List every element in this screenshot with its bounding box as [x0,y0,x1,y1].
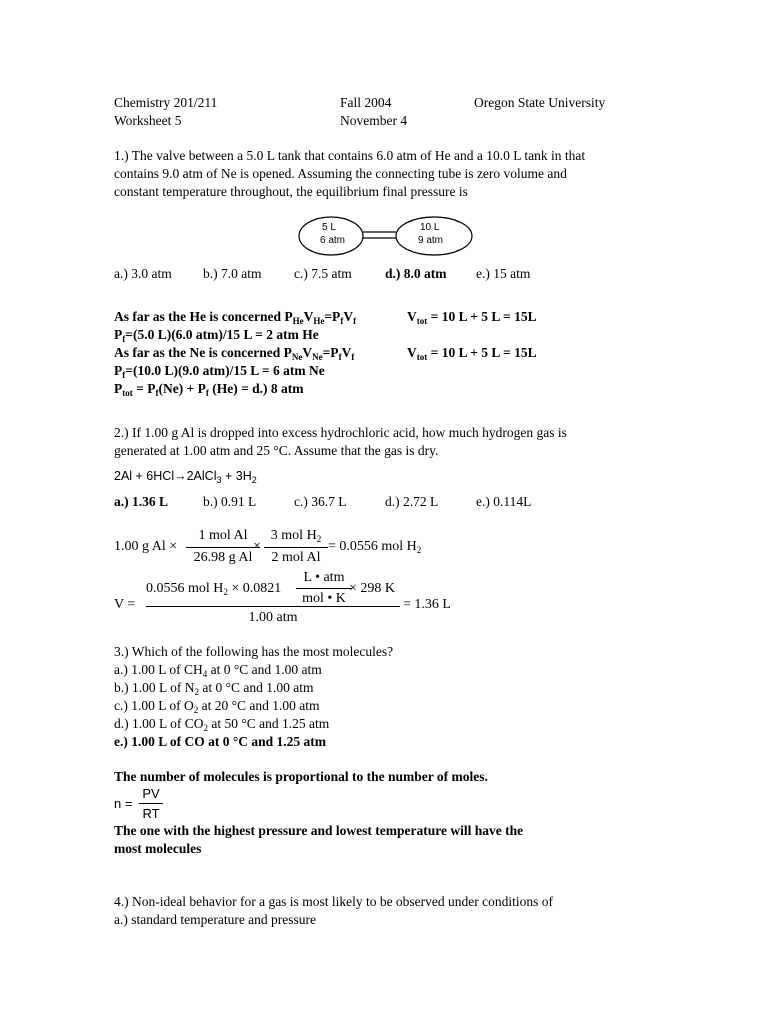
calc2-unit-numerator: L • atm [303,570,345,585]
q1-ne-conservation: As far as the Ne is concerned $P_{Ne}V_{Ne}=P_fV_f$ [114,345,355,362]
q3-formula-numerator: PV [142,786,160,801]
q3-prompt: 3.) Which of the following has the most molecules? [114,644,394,659]
q2-choice-a-correct: a.) 1.36 L [114,494,168,509]
q4-choice-a: a.) standard temperature and pressure [114,912,317,927]
q2-text-line2: generated at 1.00 atm and 25 °C. Assume that the gas is dry. [114,443,439,458]
q1-he-partial-pressure: $P_f=(5.0$ L)(6.0 atm)/15 L = 2 atm He [114,327,319,344]
calc1-frac1-denominator: 26.98 g Al [193,550,253,565]
q1-choice-b: b.) 7.0 atm [203,266,262,281]
q2-choice-e: e.) 0.114L [476,494,532,509]
calc1-frac1-numerator: 1 mol Al [198,528,248,543]
q2-text-line1: 2.) If 1.00 g Al is dropped into excess hydrochloric acid, how much hydrogen gas is [114,425,567,440]
q3-note-conclusion-line2: most molecules [114,841,202,856]
calc1-result: = 0.0556 mol $H_2$ [328,539,422,555]
tank-left-volume: 5 L [322,222,336,233]
calc1-frac2-numerator: 3 mol $H_2$ [270,528,322,544]
calc2-result: = 1.36 L [403,597,451,612]
q4-prompt: 4.) Non-ideal behavior for a gas is most likely to be observed under conditions of [114,894,554,909]
calc1-frac1-bar [186,547,260,548]
calc1-lead: 1.00 g Al × [114,539,178,554]
q1-text-line3: constant temperature throughout, the equilibrium final pressure is [114,184,468,199]
q3-choice-b: b.) 1.00 L of $N_2$ at 0 °C and 1.00 atm [114,680,314,697]
calc1-frac2-bar [264,547,328,548]
q3-formula-denominator: RT [142,806,160,821]
worksheet-title: Worksheet 5 [114,113,182,128]
q3-formula-bar [139,803,163,804]
q3-choice-e-correct: e.) 1.00 L of CO at 0 °C and 1.25 atm [114,734,327,749]
q1-total-pressure: $P_{tot} = P_f(Ne) + P_f$ (He) = d.) 8 atm [114,381,304,398]
calc1-times: × [253,539,261,554]
calc2-denominator: 1.00 atm [248,610,298,625]
q1-ne-partial-pressure: $P_f=(10.0$ L)(9.0 atm)/15 L = 6 atm Ne [114,363,325,380]
q2-choice-c: c.) 36.7 L [294,494,347,509]
q3-choice-d: d.) 1.00 L of $CO_2$ at 50 °C and 1.25 atm [114,716,330,733]
calc2-numerator-lead: 0.0556 mol $H_2 \times 0.0821$ [146,581,282,597]
q1-text-line1: 1.) The valve between a 5.0 L tank that contains 6.0 atm of He and a 10.0 L tank in that [114,148,586,163]
q1-choice-e: e.) 15 atm [476,266,531,281]
q3-note-moles: The number of molecules is proportional to the number of moles. [114,769,488,784]
q1-he-conservation: As far as the He is concerned $P_{He}V_{He}=P_fV_f$ [114,309,357,326]
calc2-numerator-tail: × 298 K [349,581,396,596]
calc2-unit-bar [296,588,352,589]
q3-choice-a: a.) 1.00 L of $CH_4$ at 0 °C and 1.00 atm [114,662,322,679]
tank-right-volume: 10 L [420,222,440,233]
q1-total-volume-1: $V_{tot} = 10$ L + 5 L = 15L [407,309,537,326]
term: Fall 2004 [340,95,392,110]
worksheet-date: November 4 [340,113,408,128]
q3-choice-c: c.) 1.00 L of $O_2$ at 20 °C and 1.00 atm [114,698,320,715]
calc1-frac2-denominator: 2 mol Al [271,550,321,565]
q2-reaction-equation: 2Al + 6HCl→2AlCl$_3$ + $3H_2$ [114,469,257,485]
q2-choice-d: d.) 2.72 L [385,494,439,509]
reaction-arrow-icon: → [174,469,187,483]
q3-formula-lhs: n = [114,796,133,811]
q1-total-volume-2: $V_{tot} = 10$ L + 5 L = 15L [407,345,537,362]
q1-choice-d-correct: d.) 8.0 atm [385,266,447,281]
calc2-unit-denominator: mol • K [302,591,346,606]
school-name: Oregon State University [474,95,606,110]
tank-left-pressure: 6 atm [320,235,346,246]
calc2-main-bar [146,606,400,607]
q1-choice-c: c.) 7.5 atm [294,266,352,281]
q1-text-line2: contains 9.0 atm of Ne is opened. Assuming the connecting tube is zero volume and [114,166,567,181]
calc2-lhs: V = [114,597,136,612]
q1-choice-a: a.) 3.0 atm [114,266,172,281]
tank-right-pressure: 9 atm [418,235,444,246]
q2-choice-b: b.) 0.91 L [203,494,257,509]
course-name: Chemistry 201/211 [114,95,218,110]
q3-note-conclusion-line1: The one with the highest pressure and lowest temperature will have the [114,823,524,838]
